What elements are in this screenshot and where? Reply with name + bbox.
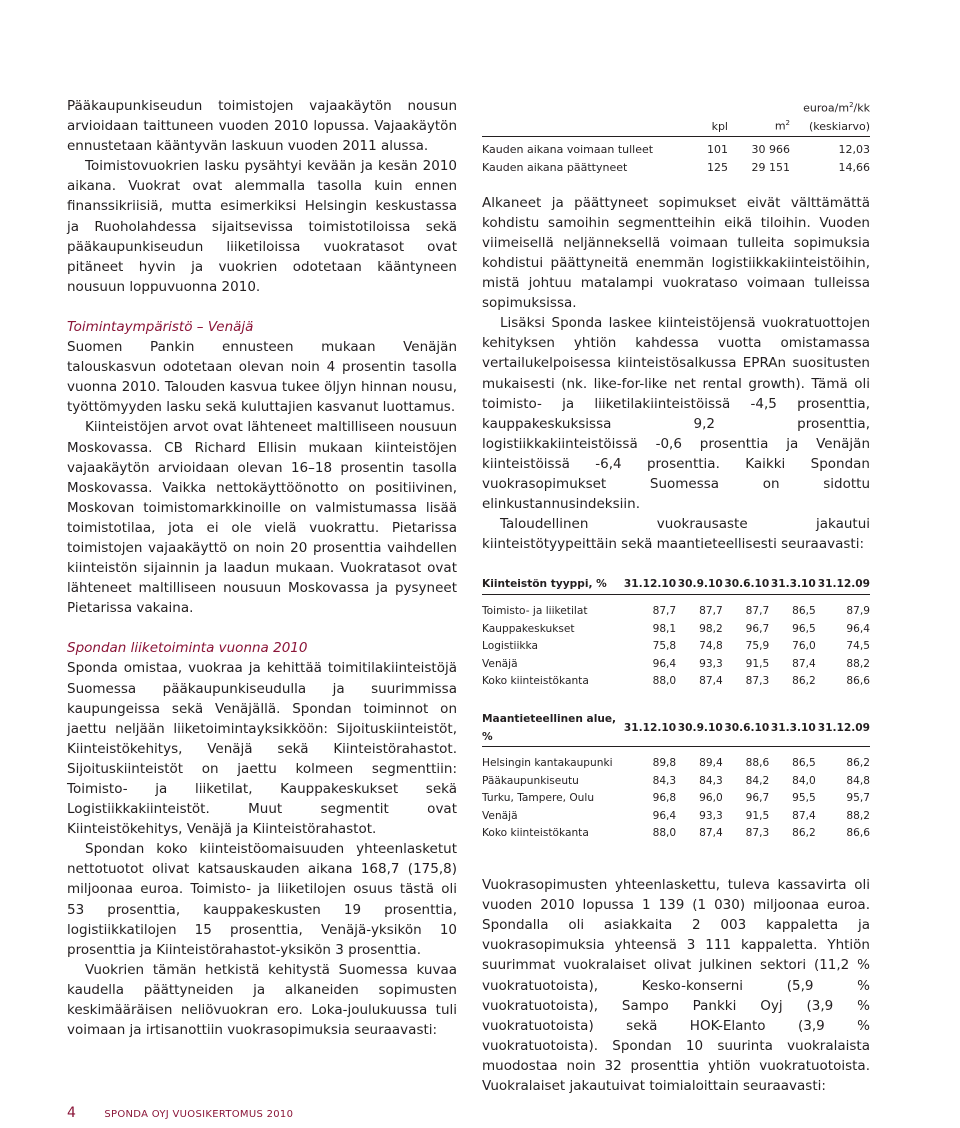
footer-title: SPONDA OYJ VUOSIKERTOMUS 2010 <box>104 1109 294 1120</box>
table-header-row: Kiinteistön tyyppi, % 31.12.10 30.9.10 30.6.10 31.3.10 31.12.09 <box>482 578 870 591</box>
table-row: Venäjä 96,4 93,3 91,5 87,4 88,2 <box>482 657 870 670</box>
table-row: Koko kiinteistökanta 88,0 87,4 87,3 86,2 86,6 <box>482 675 870 688</box>
paragraph: Vuokrien tämän hetkistä kehitystä Suomessa kuvaa kaudella päättyneiden ja alkaneiden sopimusten keskimääräisen neliövuokran ero. Loka-joulukuussa tuli voimaan ja irtisanottiin vuokrasopimuksia seuraavasti: <box>67 961 457 1039</box>
table-row: Toimisto- ja liiketilat 87,7 87,7 87,7 86,5 87,9 <box>482 604 870 617</box>
paragraph: Toimistovuokrien lasku pysähtyi kevään ja kesän 2010 aikana. Vuokrat ovat alemmalla tasolla kuin ennen finanssikriisiä, mutta esimerkiksi Helsingin keskustassa ja Ruoholahdessa sijaitsevissa toimistotiloissa sekä pääkaupunkiseudun liiketiloissa vuokratasot ovat pitäneet hyvin ja vuokrien odotetaan kääntyneen nousuun loppuvuonna 2010. <box>67 158 457 295</box>
table-row: Pääkaupunkiseutu 84,3 84,3 84,2 84,0 84,8 <box>482 774 870 787</box>
occupancy-by-area-table <box>482 711 870 843</box>
table-row: Helsingin kantakaupunki 89,8 89,4 88,6 86,5 86,2 <box>482 757 870 770</box>
table-row: Kauden aikana päättyneet 125 29 151 14,66 <box>482 160 870 174</box>
table-header-row <box>482 96 870 136</box>
left-column <box>67 96 457 1040</box>
paragraph: Taloudellinen vuokrausaste jakautui kiinteistötyypeittäin sekä maantieteellisesti seuraavasti: <box>482 516 870 553</box>
table-row: Logistiikka 75,8 74,8 75,9 76,0 74,5 <box>482 640 870 653</box>
paragraph: Spondan koko kiinteistöomaisuuden yhteenlasketut nettotuotot olivat katsauskauden aikana 168,7 (175,8) miljoonaa euroa. Toimisto- ja liiketilojen osuus tästä oli 53 prosenttia, kauppakeskusten 19 prosenttia, logistiikkatilojen 15 prosenttia, Venäjä-yksikön 10 prosenttia ja Kiinteistörahastot-yksikön 3 prosenttia. <box>67 841 457 958</box>
right-column <box>482 96 870 1096</box>
table-header-row: Maantieteellinen alue, % 31.12.10 30.9.10 30.6.10 31.3.10 31.12.09 <box>482 712 870 743</box>
paragraph: Pääkaupunkiseudun toimistojen vajaakäytön nousun arvioidaan taittuneen vuoden 2010 lopussa. Vajaakäytön ennustetaan kääntyvän laskuun vuoden 2011 alussa. <box>67 98 457 155</box>
table-row: Kauden aikana voimaan tulleet 101 30 966 12,03 <box>482 142 870 156</box>
section-heading-russia: Toimintaympäristö – Venäjä <box>67 318 254 335</box>
column-header: $m^2$ <box>774 119 790 133</box>
table-row: Turku, Tampere, Oulu 96,8 96,0 96,7 95,5 95,7 <box>482 792 870 805</box>
occupancy-by-type-table <box>482 576 870 691</box>
paragraph: Alkaneet ja päättyneet sopimukset eivät välttämättä kohdistu samoihin segmentteihin eikä tiloihin. Vuoden viimeisellä neljänneksellä voimaan tulleita sopimuksia kohdistui päättyneitä enemmän logistiikkakiinteistöihin, mistä johtuu matalampi vuokrataso voimaan tulleissa sopimuksissa. <box>482 194 870 312</box>
paragraph: Sponda omistaa, vuokraa ja kehittää toimitilakiinteistöjä Suomessa pääkaupunkiseudulla ja suurimmissa kaupungeissa sekä Venäjällä. Spondan toiminnot on jaettu neljään liiketoimintayksikköön: Sijoituskiinteistöt, Kiinteistökehitys, Venäjä sekä Kiinteistörahastot. Sijoituskiinteistöt on jaettu kolmeen segmenttiin: Toimisto- ja liiketilat, Kauppakeskukset sekä Logistiikkakiinteistöt. Muut segmentit ovat Kiinteistökehitys, Venäjä ja Kiinteistörahastot. <box>67 660 457 838</box>
section-heading-operations: Spondan liiketoiminta vuonna 2010 <box>67 640 308 657</box>
table-row: Kauppakeskukset 98,1 98,2 96,7 96,5 96,4 <box>482 622 870 635</box>
paragraph: Kiinteistöjen arvot ovat lähteneet maltilliseen nousuun Moskovassa. CB Richard Ellisin mukaan kiinteistöjen vajaakäytön arvioidaan olevan 16–18 prosentin tasolla Moskovassa. Vaikka nettokäyttöönotto on positiivinen, Moskovan toimistomarkkinoille on valmistumassa lisää toimistotilaa, jota ei ole vielä vuokrattu. Pietarissa toimistojen vajaakäyttö on noin 20 prosenttia vaihdellen kiinteistön sijainnin ja laadun mukaan. Vuokratasot ovat lähteneet maltilliseen nousuun Moskovassa ja pysyneet Pietarissa vakaina. <box>67 419 457 617</box>
paragraph: Lisäksi Sponda laskee kiinteistöjensä vuokratuottojen kehityksen yhtiön kahdessa vuotta omistamassa vertailukelpoisessa kiinteistösalkussa EPRAn suositusten mukaisesti (nk. like-for-like net rental growth). Tämä oli toimisto- ja liiketilakiinteistöissä -4,5 prosenttia, kauppakeskuksissa 9,2 prosenttia, logistiikkakiinteistöissä -0,6 prosenttia ja Venäjän kiinteistöissä -6,4 prosenttia. Kaikki Spondan vuokrasopimukset Suomessa on sidottu elinkustannusindeksiin. <box>482 315 870 513</box>
column-header: kpl <box>711 119 728 133</box>
page-number: 4 <box>67 1105 76 1121</box>
lease-table <box>482 96 870 177</box>
paragraph: Vuokrasopimusten yhteenlaskettu, tuleva kassavirta oli vuoden 2010 lopussa 1 139 (1 030) miljoonaa euroa. Spondalla oli asiakkaita 2 003 kappaletta ja vuokrasopimuksia yhteensä 3 111 kappaletta. Yhtiön suurimmat vuokralaiset olivat julkinen sektori (11,2 % vuokratuotoista), Kesko-konserni (5,9 % vuokratuotoista), Sampo Pankki Oyj (3,9 % vuokratuotoista) sekä HOK-Elanto (3,9 % vuokratuotoista). Spondan 10 suurinta vuokralaista muodostaa noin 32 prosenttia yhtiön vuokratuotoista. Vuokralaiset jakautuivat toimialoittain seuraavasti: <box>482 877 870 1094</box>
table-row: Venäjä 96,4 93,3 91,5 87,4 88,2 <box>482 809 870 822</box>
column-header: euroa/$m^2/kk$ (keskiarvo) <box>803 101 870 133</box>
table-row: Koko kiinteistökanta 88,0 87,4 87,3 86,2 86,6 <box>482 827 870 840</box>
paragraph: Suomen Pankin ennusteen mukaan Venäjän talouskasvun odotetaan olevan noin 4 prosentin tasolla vuonna 2010. Talouden kasvua tukee öljyn hinnan nousu, työttömyyden lasku sekä kuluttajien kasvanut luottamus. <box>67 339 457 416</box>
page-footer <box>67 1105 293 1121</box>
